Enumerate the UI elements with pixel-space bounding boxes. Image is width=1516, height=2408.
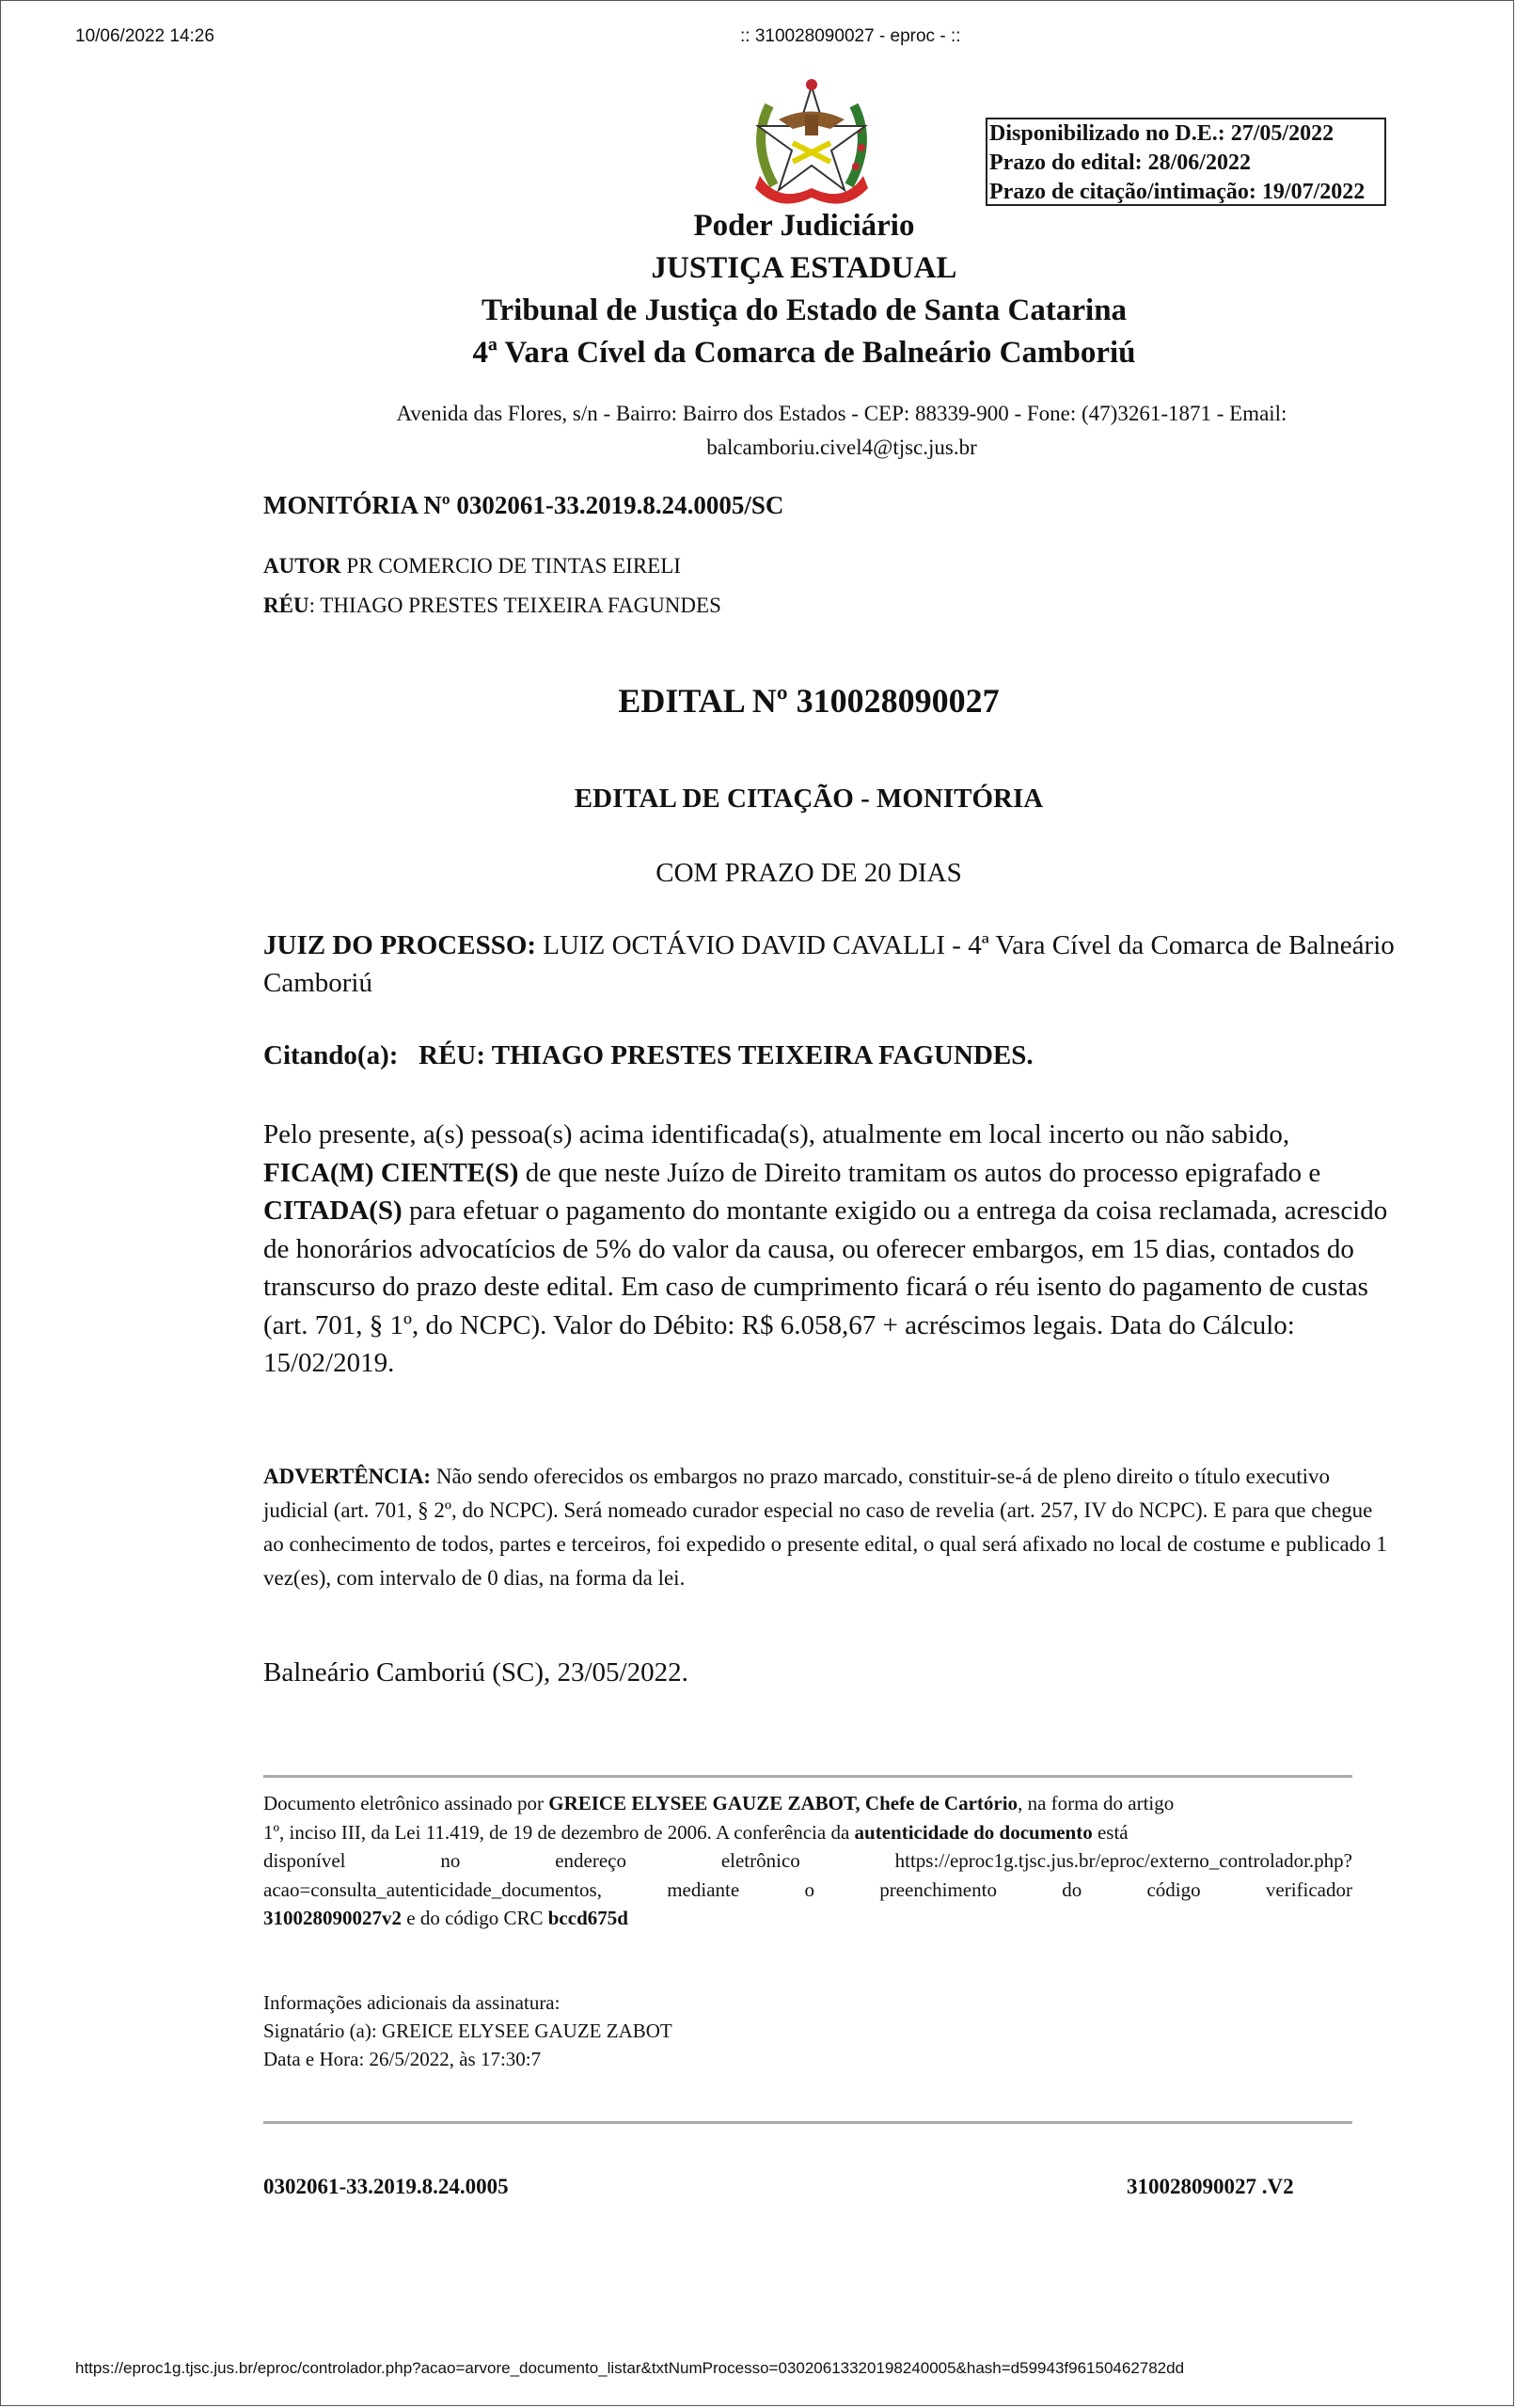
word: mediante bbox=[667, 1877, 740, 1901]
reu-value: : THIAGO PRESTES TEIXEIRA FAGUNDES bbox=[308, 594, 721, 617]
header-line-2: JUSTIÇA ESTADUAL bbox=[651, 251, 957, 285]
judge-value: LUIZ OCTÁVIO DAVID CAVALLI - 4ª Vara Cível da Comarca de Balneário Camboriú bbox=[263, 930, 1395, 998]
advertencia bbox=[263, 1460, 1392, 1595]
sig-line-3 bbox=[263, 1846, 1352, 1876]
sig-text: está bbox=[1092, 1820, 1129, 1844]
court-header bbox=[0, 205, 1516, 374]
word: o bbox=[804, 1877, 814, 1901]
word: do bbox=[1062, 1877, 1082, 1901]
word: eletrônico bbox=[720, 1849, 800, 1872]
word: no bbox=[440, 1849, 461, 1872]
body-text-2: de que neste Juízo de Direito tramitam os autos do processo epigrafado e bbox=[518, 1157, 1321, 1188]
edital-prazo: COM PRAZO DE 20 DIAS bbox=[655, 858, 962, 888]
court-address bbox=[310, 397, 1373, 465]
header-line-1: Poder Judiciário bbox=[693, 209, 915, 243]
sig-line-4 bbox=[263, 1876, 1352, 1905]
divider bbox=[263, 2121, 1352, 2124]
footer-process-number: 0302061-33.2019.8.24.0005 bbox=[263, 2175, 509, 2198]
autor-value: PR COMERCIO DE TINTAS EIRELI bbox=[346, 554, 681, 578]
crc-code: bccd675d bbox=[547, 1907, 628, 1929]
word: endereço bbox=[555, 1849, 626, 1872]
place-date: Balneário Camboriú (SC), 23/05/2022. bbox=[263, 1657, 688, 1687]
print-datetime: 10/06/2022 14:26 bbox=[75, 26, 214, 46]
coat-of-arms-icon bbox=[741, 77, 882, 218]
advertencia-text: Não sendo oferecidos os embargos no prazo marcado, constituir-se-á de pleno direito o título executivo judicial (art. 701, § 2º, do NCPC). Será nomeado curador especial no caso de revelia (art. 257, IV do NCPC). E para que chegue ao conhecimento de todos, partes e terceiros, foi expedido o presente edital, o qual será afixado no local de costume e publicado 1 vez(es), com intervalo de 0 dias, na forma da lei. bbox=[263, 1465, 1387, 1590]
edital-body bbox=[263, 1116, 1392, 1383]
word: preenchimento bbox=[879, 1877, 997, 1901]
verification-code: 310028090027v2 bbox=[263, 1907, 402, 1929]
process-title: MONITÓRIA Nº 0302061-33.2019.8.24.0005/SC bbox=[263, 491, 784, 519]
reu-label: RÉU bbox=[263, 594, 309, 617]
citando-value: RÉU: THIAGO PRESTES TEIXEIRA FAGUNDES. bbox=[418, 1040, 1034, 1070]
signer-name: GREICE ELYSEE GAUZE ZABOT, Chefe de Cartório bbox=[548, 1792, 1019, 1814]
print-title: :: 310028090027 - eproc - :: bbox=[740, 26, 961, 46]
header-line-3: Tribunal de Justiça do Estado de Santa Catarina bbox=[481, 293, 1128, 327]
publication-dates-box bbox=[986, 118, 1386, 206]
disponibilizado-date: Disponibilizado no D.E.: 27/05/2022 bbox=[989, 121, 1334, 146]
advertencia-label: ADVERTÊNCIA: bbox=[263, 1465, 432, 1488]
word: verificador bbox=[1265, 1877, 1352, 1901]
prazo-citacao-date: Prazo de citação/intimação: 19/07/2022 bbox=[989, 180, 1366, 204]
sig-text: e do código CRC bbox=[402, 1907, 548, 1929]
footer-doc-version: 310028090027 .V2 bbox=[1127, 2175, 1294, 2198]
body-text-3: para efetuar o pagamento do montante exigido ou a entrega da coisa reclamada, acrescido de honorários advocatícios de 5% do valor da causa, ou oferecer embargos, em 15 dias, contados do transcurso do prazo deste edital. Em caso de cumprimento ficará o réu isento do pagamento de custas (art. 701, § 1º, do NCPC). Valor do Débito: R$ 6.058,67 + acréscimos legais. Data do Cálculo: 15/02/2019. bbox=[263, 1196, 1388, 1378]
body-bold-ciente: FICA(M) CIENTE(S) bbox=[263, 1157, 519, 1188]
citando-label: Citando(a): bbox=[263, 1040, 399, 1070]
prazo-edital-date: Prazo do edital: 28/06/2022 bbox=[989, 150, 1251, 175]
address-email: balcamboriu.civel4@tjsc.jus.br bbox=[706, 436, 977, 459]
citando-line bbox=[263, 1040, 1034, 1071]
signature-info bbox=[263, 1988, 672, 2073]
signature-info-title: Informações adicionais da assinatura: bbox=[263, 1991, 561, 2014]
reu-row bbox=[263, 594, 721, 618]
judge-label: JUIZ DO PROCESSO: bbox=[263, 930, 537, 960]
autor-label: AUTOR bbox=[263, 554, 341, 578]
edital-number: EDITAL Nº 310028090027 bbox=[618, 682, 1000, 720]
divider bbox=[263, 1775, 1352, 1778]
signatario: Signatário (a): GREICE ELYSEE GAUZE ZABOT bbox=[263, 2020, 672, 2042]
word: disponível bbox=[263, 1849, 346, 1872]
body-bold-citada: CITADA(S) bbox=[263, 1196, 403, 1226]
signature-datetime: Data e Hora: 26/5/2022, às 17:30:7 bbox=[263, 2048, 542, 2070]
word: código bbox=[1146, 1877, 1201, 1901]
edital-type: EDITAL DE CITAÇÃO - MONITÓRIA bbox=[574, 784, 1044, 814]
page-url[interactable]: https://eproc1g.tjsc.jus.br/eproc/controlador.php?acao=arvore_documento_listar&txtNumProcesso=03020613320198240005&hash=d59943f96150462782dd bbox=[75, 2359, 1185, 2377]
authenticity-label: autenticidade do documento bbox=[854, 1820, 1093, 1844]
body-text-1: Pelo presente, a(s) pessoa(s) acima identificada(s), atualmente em local incerto ou não sabido, bbox=[263, 1119, 1290, 1149]
autor-row bbox=[263, 554, 681, 578]
sig-text: , na forma do artigo bbox=[1018, 1792, 1175, 1814]
header-line-4: 4ª Vara Cível da Comarca de Balneário Camboriú bbox=[472, 336, 1136, 370]
judge-line bbox=[263, 927, 1420, 1002]
signature-block bbox=[263, 1789, 1352, 1933]
sig-text: Documento eletrônico assinado por bbox=[263, 1792, 549, 1814]
verification-url[interactable]: https://eproc1g.tjsc.jus.br/eproc/externo_controlador.php? bbox=[894, 1849, 1352, 1872]
sig-text: 1º, inciso III, da Lei 11.419, de 19 de dezembro de 2006. A conferência da bbox=[263, 1820, 855, 1844]
address-line-1: Avenida das Flores, s/n - Bairro: Bairro dos Estados - CEP: 88339-900 - Fone: (47)3261-1871 - Email: bbox=[396, 402, 1287, 425]
word: acao=consulta_autenticidade_documentos, bbox=[263, 1877, 602, 1901]
